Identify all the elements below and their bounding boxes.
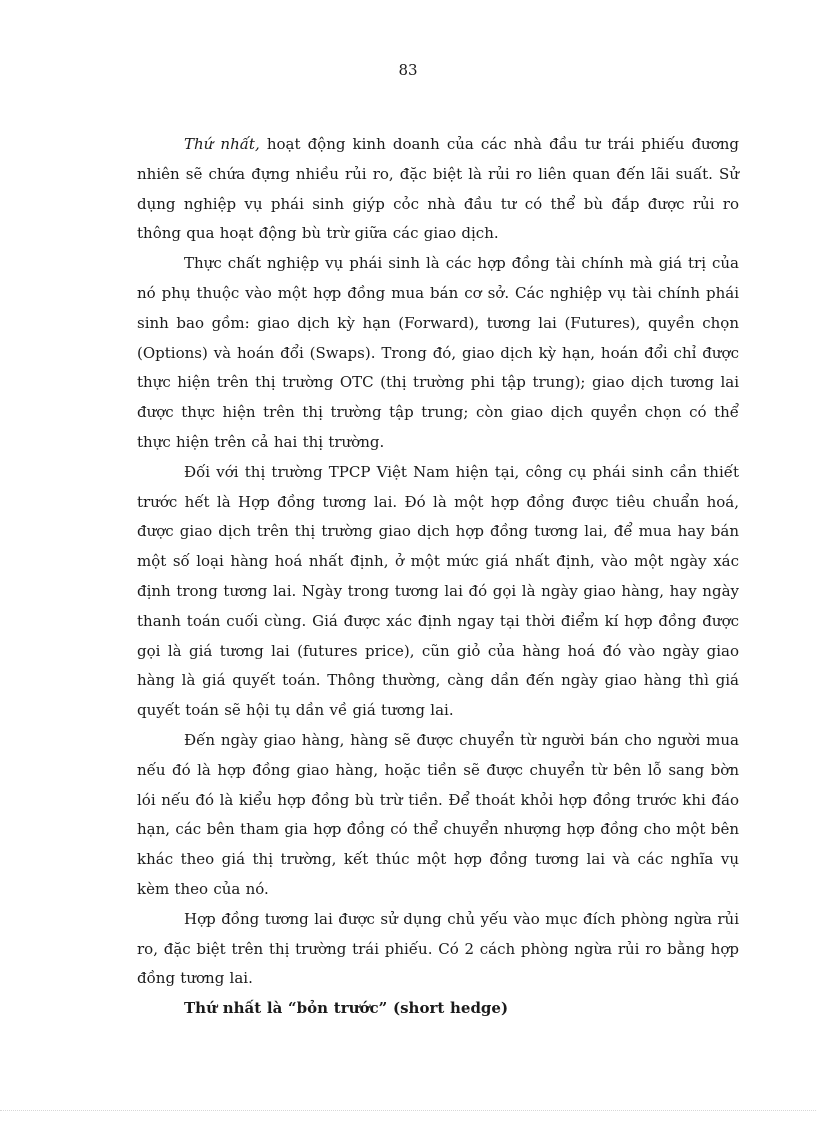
paragraph-2: Thực chất nghiệp vụ phái sinh là các hợp đồng tài chính mà giá trị của nó phụ thuộc vào một hợp đồng mua bán cơ sở. Các nghiệp vụ tài chính phái sinh bao gồm: giao dịch kỳ hạn (Forward), tương lai (Futures), quyền chọn (Options) và hoán đổi (Swaps). Trong đó, giao dịch kỳ hạn, hoán đổi chỉ được thực hiện trên thị trường OTC (thị trường phi tập trung); giao dịch tương lai được thực hiện trên thị trường tập trung; còn giao dịch quyền chọn có thể thực hiện trên cả hai thị trường. [137,254,739,451]
paragraph-4: Đến ngày giao hàng, hàng sẽ được chuyển từ người bán cho người mua nếu đó là hợp đồng giao hàng, hoặc tiền sẽ được chuyển từ bên lỗ sang bờn lói nếu đó là kiểu hợp đồng bù trừ tiền. Để thoát khỏi hợp đồng trước khi đáo hạn, các bên tham gia hợp đồng có thể chuyển nhượng hợp đồng cho một bên khác theo giá thị trường, kết thúc một hợp đồng tương lai và các nghĩa vụ kèm theo của nó. [137,730,739,898]
page-bottom-rule [0,1110,816,1111]
page-number: 83 [398,61,418,79]
body-text [137,130,739,1024]
paragraph-1-text: hoạt động kinh doanh của các nhà đầu tư trái phiếu đương nhiên sẽ chứa đựng nhiều rủi ro, đặc biệt là rủi ro liên quan đến lãi suất. Sử dụng nghiệp vụ phái sinh giýp cỏc nhà đầu tư có thể bù đắp được rủi ro thông qua hoạt động bù trừ giữa các giao dịch. [137,135,740,243]
paragraph-5: Hợp đồng tương lai được sử dụng chủ yếu vào mục đích phòng ngừa rủi ro, đặc biệt trên thị trường trái phiếu. Có 2 cách phòng ngừa rủi ro bằng hợp đồng tương lai. [137,909,739,988]
paragraph-3: Đối với thị trường TPCP Việt Nam hiện tại, công cụ phái sinh cần thiết trước hết là Hợp đồng tương lai. Đó là một hợp đồng được tiêu chuẩn hoá, được giao dịch trên thị trường giao dịch hợp đồng tương lai, để mua hay bán một số loại hàng hoá nhất định, ở một mức giá nhất định, vào một ngày xác định trong tương lai. Ngày trong tương lai đó gọi là ngày giao hàng, hay ngày thanh toán cuối cùng. Giá được xác định ngay tại thời điểm kí hợp đồng được gọi là giá tương lai (futures price), cũn giỏ của hàng hoá đó vào ngày giao hàng là giá quyết toán. Thông thường, càng dần đến ngày giao hàng thì giá quyết toán sẽ hội tụ dần về giá tương lai. [137,462,739,720]
paragraph-1 [137,130,739,249]
paragraph-1-lead: Thứ nhất, [184,135,260,153]
section-subheading: Thứ nhất là “bỏn trước” (short hedge) [184,999,509,1018]
